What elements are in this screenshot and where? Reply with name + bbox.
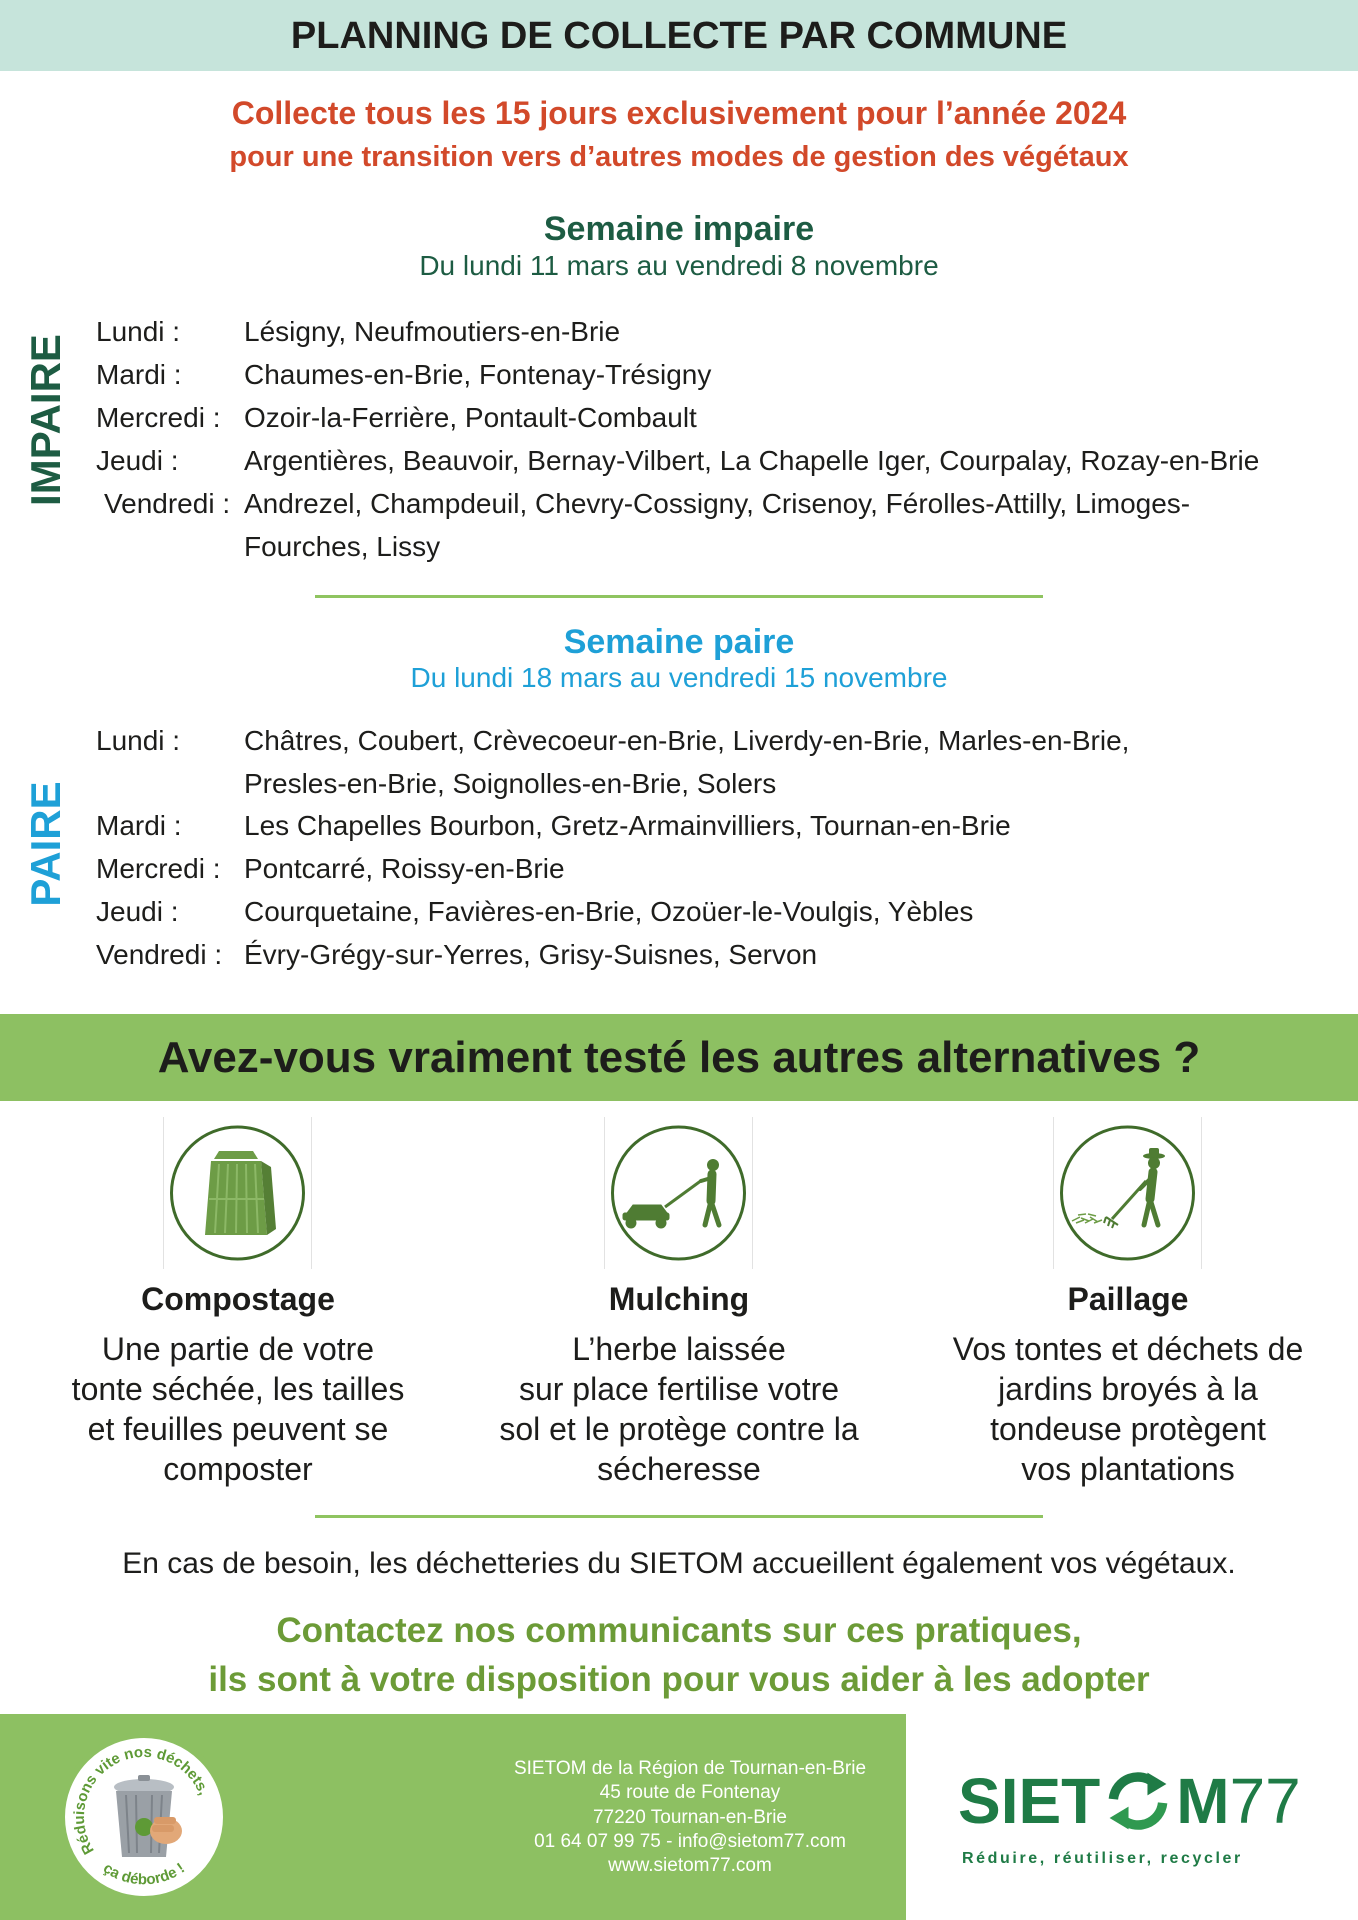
impaire-schedule: [96, 310, 1336, 568]
communes-list: [244, 482, 1190, 568]
day-label: Lundi :: [96, 725, 181, 756]
description-line: sur place fertilise votre: [518, 1371, 840, 1407]
sietom-logo: [958, 1763, 1301, 1839]
address-city: 77220 Tournan-en-Brie: [592, 1806, 787, 1828]
contact-address: [500, 1757, 880, 1878]
communes-line: Presles-en-Brie, Soignolles-en-Brie, Solers: [244, 767, 777, 799]
communes-list: [244, 310, 620, 353]
communes-list: [244, 848, 565, 891]
logo-text-77: 77: [1229, 1765, 1301, 1837]
description-line: jardins broyés à la: [998, 1371, 1258, 1407]
contact-line-1: Contactez nos communicants sur ces pratiques,: [276, 1611, 1082, 1650]
recycle-arrows-icon: [1102, 1765, 1174, 1837]
description-line: L’herbe laissée: [572, 1331, 786, 1367]
communes-line: Chaumes-en-Brie, Fontenay-Trésigny: [244, 359, 712, 390]
alternative-paillage: [908, 1117, 1348, 1507]
schedule-row: [96, 934, 1336, 977]
communes-list: [244, 934, 817, 977]
day-label: Lundi :: [96, 316, 181, 347]
day-label: Mercredi :: [96, 853, 221, 885]
alternative-description: [18, 1329, 458, 1489]
description-line: tondeuse protègent: [990, 1411, 1266, 1447]
alternative-compostage: [18, 1117, 458, 1507]
day-label: Mercredi :: [96, 402, 221, 433]
schedule-row: [96, 439, 1336, 482]
alternative-description: [459, 1329, 899, 1489]
paire-week-title: Semaine paire: [563, 623, 795, 661]
description-line: sol et le protège contre la: [499, 1411, 859, 1447]
impaire-week-title: Semaine impaire: [543, 210, 815, 248]
schedule-row: [96, 720, 1336, 805]
address-org: SIETOM de la Région de Tournan-en-Brie: [513, 1758, 867, 1779]
communes-list: [244, 439, 1259, 482]
description-line: Une partie de votre: [101, 1331, 375, 1367]
communes-line: Courquetaine, Favières-en-Brie, Ozoüer-le-Voulgis, Yèbles: [244, 895, 974, 927]
schedule-row: [96, 891, 1336, 934]
communes-line: Argentières, Beauvoir, Bernay-Vilbert, La Chapelle Iger, Courpalay, Rozay-en-Brie: [244, 445, 1260, 476]
communes-line: Lésigny, Neufmoutiers-en-Brie: [244, 316, 621, 347]
alternative-mulching: [459, 1117, 899, 1507]
communes-line: Ozoir-la-Ferrière, Pontault-Combault: [244, 402, 697, 433]
badge-bottom-text: ça déborde !: [100, 1859, 188, 1889]
logo-text-m: M: [1176, 1765, 1230, 1837]
intro-line-1: Collecte tous les 15 jours exclusivement pour l’année 2024: [231, 95, 1127, 131]
alternatives-title: Avez-vous vraiment testé les autres alternatives ?: [157, 1033, 1201, 1082]
impaire-week-dates: Du lundi 11 mars au vendredi 8 novembre: [419, 250, 939, 281]
communes-line: Châtres, Coubert, Crèvecoeur-en-Brie, Liverdy-en-Brie, Marles-en-Brie,: [244, 725, 1130, 756]
communes-list: [244, 720, 1129, 805]
lawn-mower-icon: [605, 1117, 752, 1269]
page-title: PLANNING DE COLLECTE PAR COMMUNE: [290, 15, 1068, 57]
communes-line: Andrezel, Champdeuil, Chevry-Cossigny, Crisenoy, Férolles-Attilly, Limoges-: [244, 488, 1191, 519]
impaire-side-label: IMPAIRE: [22, 334, 69, 506]
schedule-row: [96, 848, 1336, 891]
paire-side-label: PAIRE: [22, 781, 69, 907]
logo-tagline: Réduire, réutiliser, recycler: [962, 1850, 1243, 1867]
description-line: sécheresse: [597, 1451, 761, 1487]
communes-line: Pontcarré, Roissy-en-Brie: [244, 853, 565, 885]
section-divider: [315, 595, 1043, 598]
schedule-row: [96, 482, 1336, 568]
alternative-title: Paillage: [1067, 1281, 1189, 1317]
icon-frame: [1053, 1117, 1202, 1269]
alternative-description: [908, 1329, 1348, 1489]
reduce-waste-badge: [58, 1731, 230, 1903]
communes-line: Évry-Grégy-sur-Yerres, Grisy-Suisnes, Servon: [244, 938, 818, 970]
intro-line-2: pour une transition vers d’autres modes de gestion des végétaux: [229, 141, 1129, 173]
paire-schedule: [96, 720, 1336, 976]
day-label: Vendredi :: [104, 488, 231, 519]
schedule-row: [96, 353, 1336, 396]
alternative-title: Mulching: [608, 1281, 750, 1317]
raking-gardener-icon: [1054, 1117, 1201, 1269]
icon-frame: [604, 1117, 753, 1269]
description-line: tonte séchée, les tailles: [71, 1371, 405, 1407]
contact-line-2: ils sont à votre disposition pour vous aider à les adopter: [208, 1660, 1150, 1699]
communes-list: [244, 805, 1011, 848]
alternative-title: Compostage: [141, 1281, 335, 1317]
day-label: Vendredi :: [96, 938, 223, 970]
day-label: Jeudi :: [96, 895, 179, 927]
schedule-row: [96, 805, 1336, 848]
address-phone-email: 01 64 07 99 75 - info@sietom77.com: [534, 1830, 846, 1852]
description-line: Vos tontes et déchets de: [952, 1331, 1304, 1367]
day-label: Mardi :: [96, 359, 182, 390]
address-website: www.sietom77.com: [608, 1855, 772, 1877]
communes-line: Fourches, Lissy: [244, 531, 441, 562]
compost-bin-icon: [164, 1117, 311, 1269]
description-line: et feuilles peuvent se: [87, 1411, 389, 1447]
description-line: composter: [163, 1451, 313, 1487]
schedule-row: [96, 396, 1336, 439]
day-label: Jeudi :: [96, 445, 179, 476]
description-line: vos plantations: [1021, 1451, 1235, 1487]
icon-frame: [163, 1117, 312, 1269]
section-divider: [315, 1515, 1043, 1518]
badge-top-text: Réduisons vite nos déchets,: [70, 1743, 213, 1858]
address-street: 45 route de Fontenay: [599, 1782, 781, 1804]
schedule-row: [96, 310, 1336, 353]
communes-list: [244, 396, 697, 439]
recycling-centre-note: En cas de besoin, les déchetteries du SIETOM accueillent également vos végétaux.: [122, 1547, 1236, 1580]
communes-list: [244, 353, 711, 396]
day-label: Mardi :: [96, 810, 182, 842]
communes-line: Les Chapelles Bourbon, Gretz-Armainvilliers, Tournan-en-Brie: [244, 810, 1011, 842]
logo-text-siet: SIET: [958, 1765, 1101, 1837]
paire-week-dates: Du lundi 18 mars au vendredi 15 novembre: [410, 662, 948, 693]
communes-list: [244, 891, 973, 934]
